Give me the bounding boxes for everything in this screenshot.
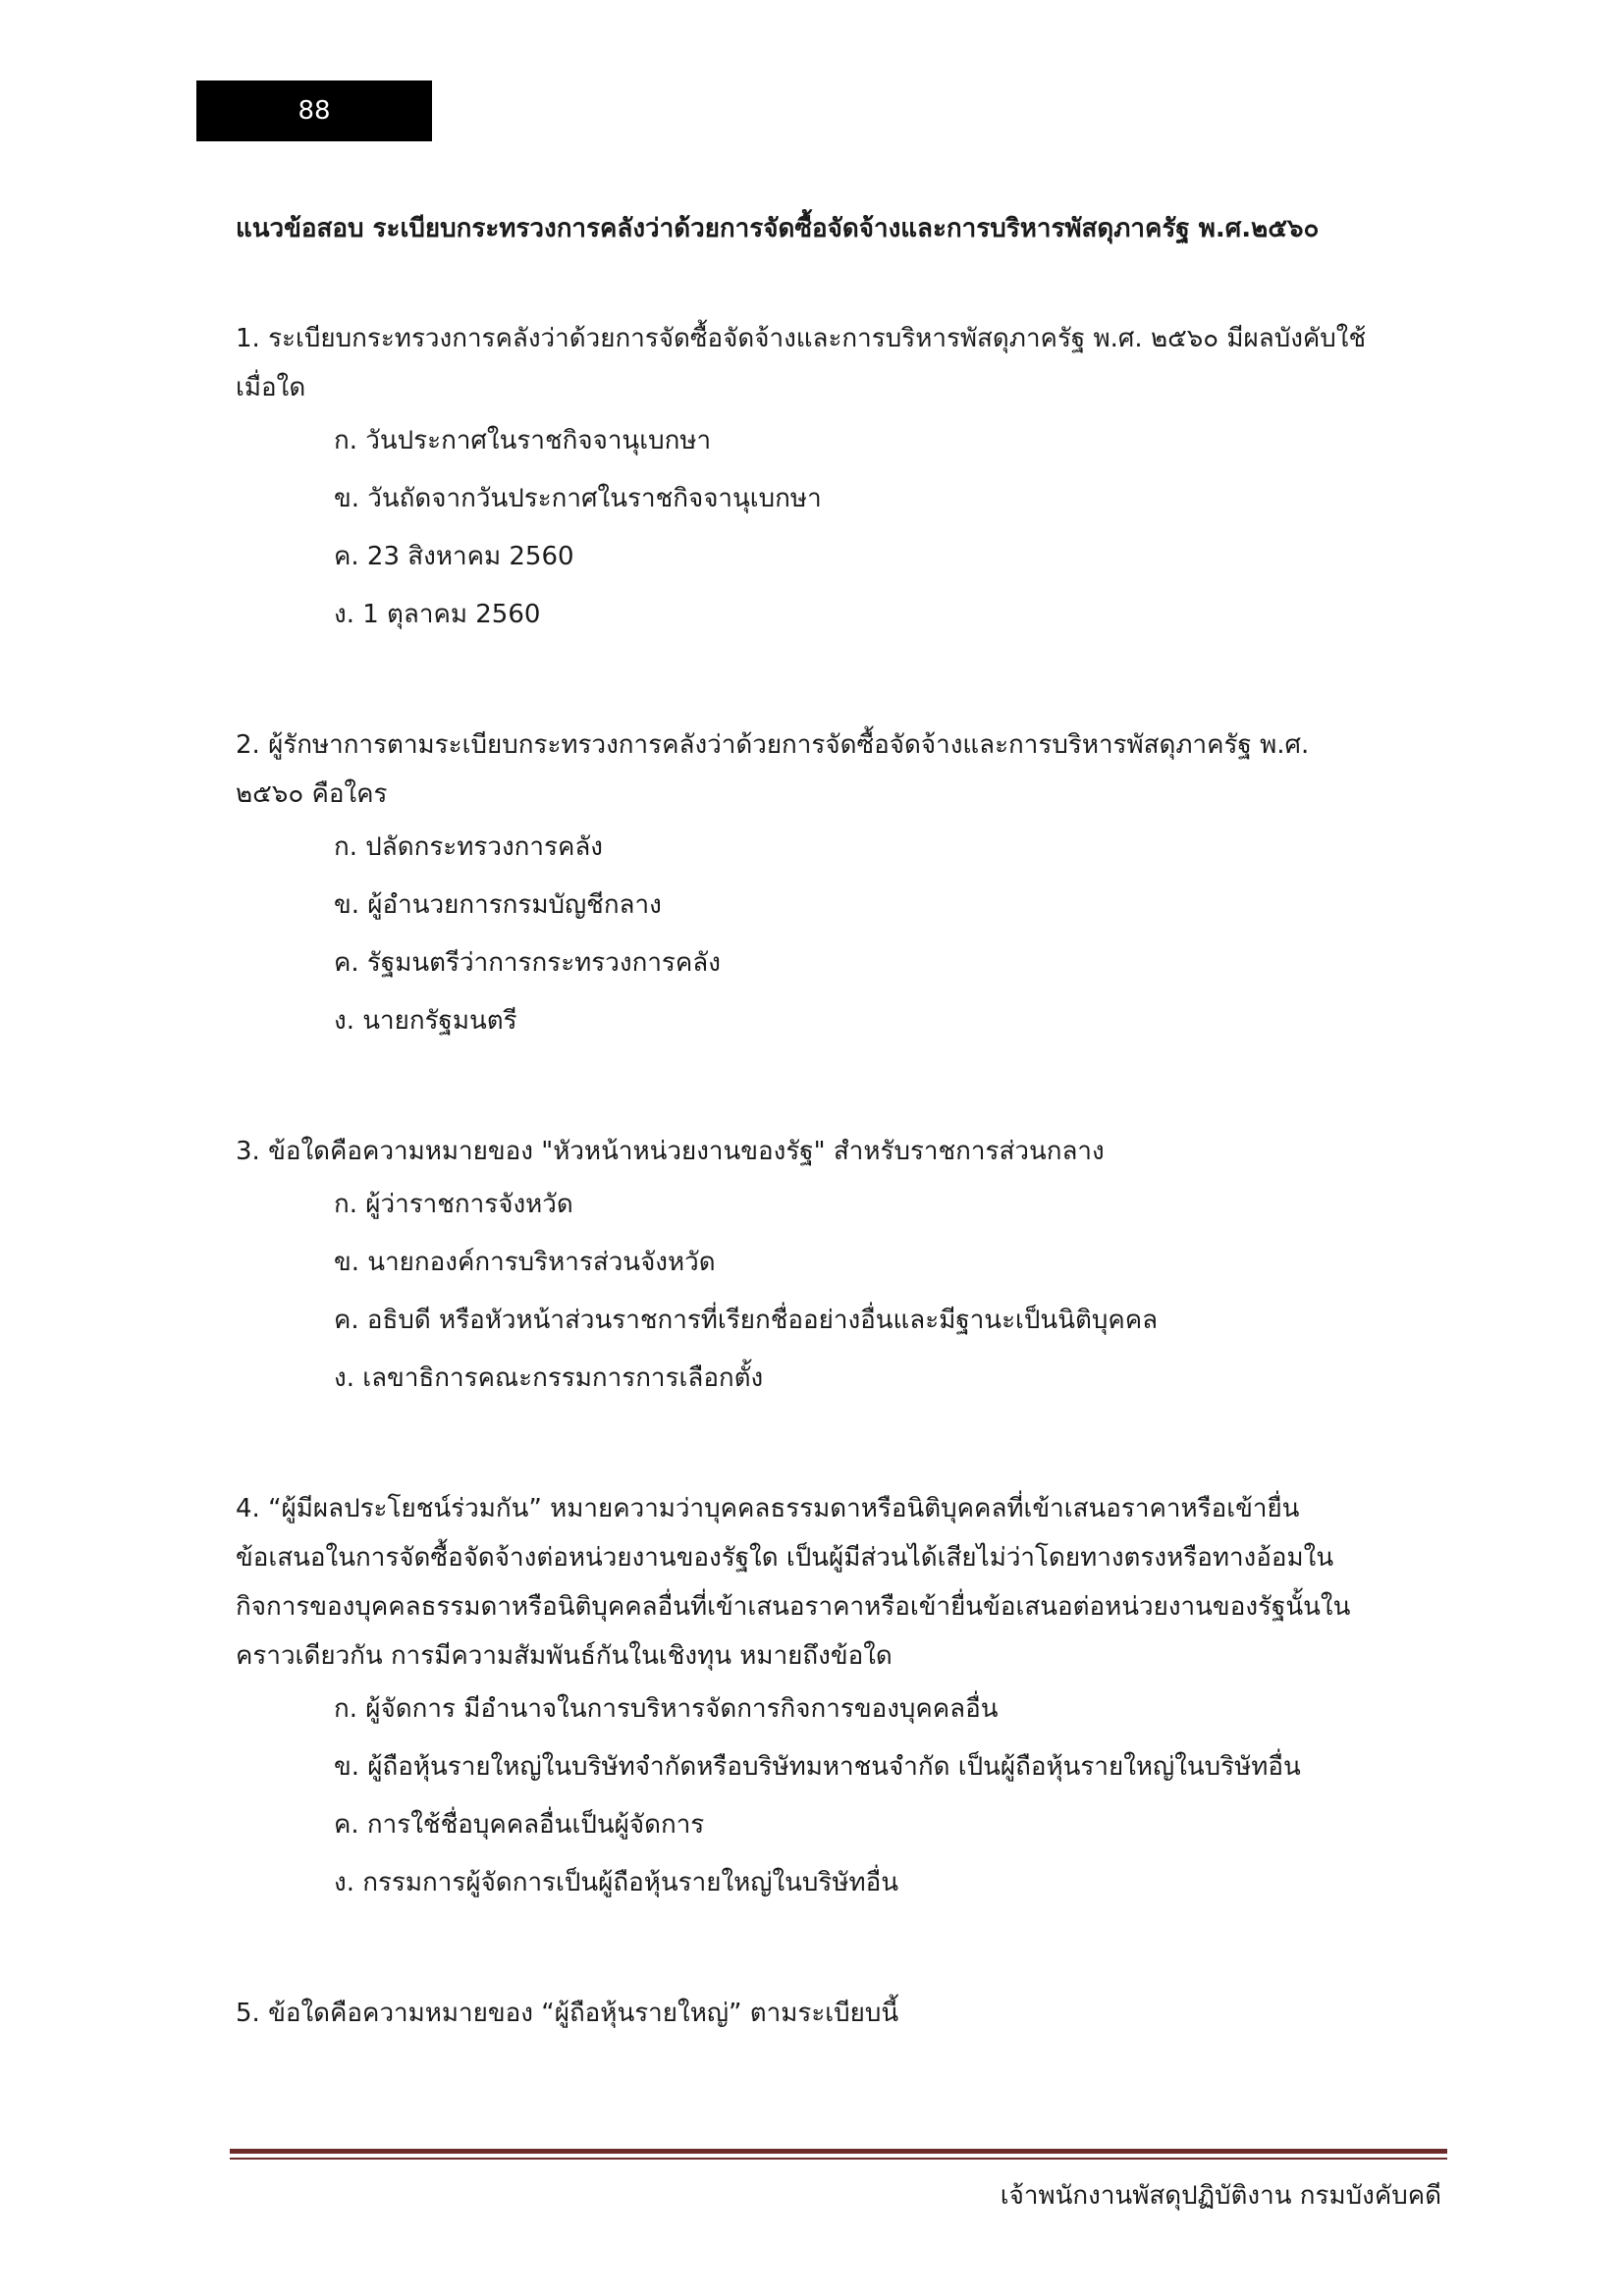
choice-item: ก. ปลัดกระทรวงการคลัง — [334, 832, 603, 862]
question-line: ๒๕๖๐ คือใคร — [236, 779, 388, 809]
question-text — [236, 721, 1443, 819]
choice-item: ง. เลขาธิการคณะกรรมการการเลือกตั้ง — [334, 1363, 764, 1393]
question-line: คราวเดียวกัน การมีความสัมพันธ์กันในเชิงทุน หมายถึงข้อใด — [236, 1641, 893, 1671]
question-3 — [236, 1127, 1443, 1408]
document-title: แนวข้อสอบ ระเบียบกระทรวงการคลังว่าด้วยการจัดซื้อจัดจ้างและการบริหารพัสดุภาครัฐ พ.ศ.๒๕๖๐ — [236, 214, 1320, 243]
choice-item: ค. อธิบดี หรือหัวหน้าส่วนราชการที่เรียกชื่ออย่างอื่นและมีฐานะเป็นนิติบุคคล — [334, 1306, 1159, 1335]
choice-item: ก. วันประกาศในราชกิจจานุเบกษา — [334, 426, 712, 455]
choice-list — [236, 1176, 1443, 1408]
choice-item: ง. กรรมการผู้จัดการเป็นผู้ถือหุ้นรายใหญ่ในบริษัทอื่น — [334, 1868, 899, 1897]
question-list — [236, 314, 1443, 2114]
choice-item: ข. วันถัดจากวันประกาศในราชกิจจานุเบกษา — [334, 484, 822, 513]
question-text — [236, 314, 1443, 412]
question-line: 2. ผู้รักษาการตามระเบียบกระทรวงการคลังว่าด้วยการจัดซื้อจัดจ้างและการบริหารพัสดุภาครัฐ พ.ศ. — [236, 730, 1310, 760]
question-line: 5. ข้อใดคือความหมายของ “ผู้ถือหุ้นรายใหญ่” ตามระเบียบนี้ — [236, 1999, 899, 2028]
choice-item: ค. การใช้ชื่อบุคคลอื่นเป็นผู้จัดการ — [334, 1810, 705, 1840]
question-line: เมื่อใด — [236, 373, 306, 402]
page-number: 88 — [196, 80, 432, 141]
choice-item: ง. 1 ตุลาคม 2560 — [334, 600, 541, 629]
choice-item: ก. ผู้ว่าราชการจังหวัด — [334, 1190, 573, 1219]
choice-list — [236, 412, 1443, 644]
question-line: 3. ข้อใดคือความหมายของ "หัวหน้าหน่วยงานของรัฐ" สำหรับราชการส่วนกลาง — [236, 1137, 1105, 1166]
choice-item: ก. ผู้จัดการ มีอำนาจในการบริหารจัดการกิจการของบุคคลอื่น — [334, 1694, 999, 1724]
choice-item: ข. ผู้อำนวยการกรมบัญชีกลาง — [334, 890, 662, 920]
footer-text: เจ้าพนักงานพัสดุปฏิบัติงาน กรมบังคับคดี — [1000, 2181, 1441, 2211]
question-text — [236, 1989, 1443, 2038]
footer-divider-thin — [230, 2158, 1447, 2160]
question-line: 4. “ผู้มีผลประโยชน์ร่วมกัน” หมายความว่าบุคคลธรรมดาหรือนิติบุคคลที่เข้าเสนอราคาหรือเข้ายื่น — [236, 1494, 1300, 1523]
choice-list — [236, 1681, 1443, 1912]
choice-list — [236, 819, 1443, 1050]
question-2 — [236, 721, 1443, 1050]
footer-divider — [230, 2149, 1447, 2154]
choice-item: ค. รัฐมนตรีว่าการกระทรวงการคลัง — [334, 948, 721, 978]
choice-item: ง. นายกรัฐมนตรี — [334, 1006, 517, 1036]
question-line: ข้อเสนอในการจัดซื้อจัดจ้างต่อหน่วยงานของรัฐใด เป็นผู้มีส่วนได้เสียไม่ว่าโดยทางตรงหรือทางอ้อมใน — [236, 1543, 1334, 1573]
question-text — [236, 1127, 1443, 1176]
question-1 — [236, 314, 1443, 644]
choice-item: ข. นายกองค์การบริหารส่วนจังหวัด — [334, 1248, 716, 1277]
question-5 — [236, 1989, 1443, 2038]
question-text — [236, 1484, 1443, 1681]
question-line: 1. ระเบียบกระทรวงการคลังว่าด้วยการจัดซื้อจัดจ้างและการบริหารพัสดุภาครัฐ พ.ศ. ๒๕๖๐ มีผลบังคับใช้ — [236, 324, 1367, 353]
choice-item: ข. ผู้ถือหุ้นรายใหญ่ในบริษัทจำกัดหรือบริษัทมหาชนจำกัด เป็นผู้ถือหุ้นรายใหญ่ในบริษัทอื่น — [334, 1752, 1301, 1782]
question-line: กิจการของบุคคลธรรมดาหรือนิติบุคคลอื่นที่เข้าเสนอราคาหรือเข้ายื่นข้อเสนอต่อหน่วยงานของรัฐนั้นใน — [236, 1592, 1351, 1622]
choice-item: ค. 23 สิงหาคม 2560 — [334, 542, 574, 571]
question-4 — [236, 1484, 1443, 1912]
